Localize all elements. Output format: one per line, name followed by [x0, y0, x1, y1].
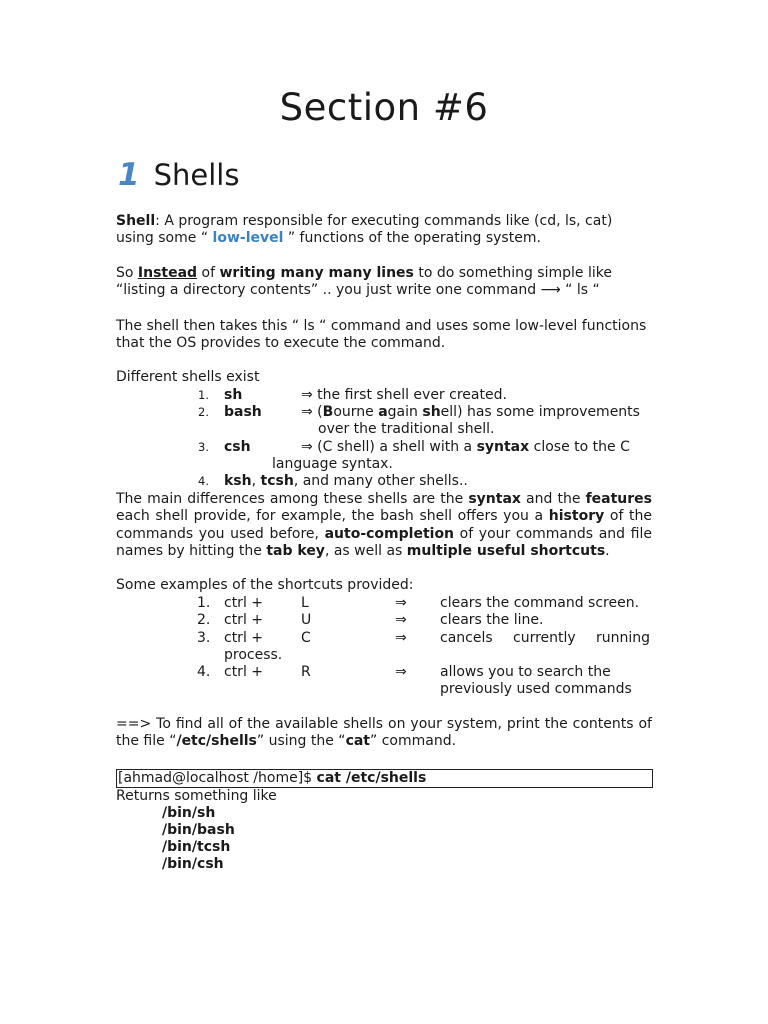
section-heading: [118, 155, 239, 195]
low-level-highlight: low-level: [212, 230, 284, 247]
list-item: /bin/csh: [162, 856, 224, 872]
returns-label: Returns something like: [116, 788, 277, 804]
list-item: /bin/tcsh: [162, 839, 231, 855]
differences-paragraph: The main differences among these shells are the syntax and the features each shell provide, for example, the bash shell offers you a history of the commands you used before, auto-completion of your commands and file names by hitting the tab key, as well as multiple useful shortcuts.: [116, 491, 653, 560]
section-title: Section #6: [279, 86, 489, 129]
command-box: [116, 769, 653, 788]
command-prompt: [ahmad@localhost /home]$: [118, 770, 317, 786]
heading-number: 1: [118, 157, 140, 193]
instead-paragraph: So Instead of writing many many lines to do something simple like “listing a directory contents” .. you just write one command ⟶ “ ls “: [116, 265, 612, 299]
shortcuts-intro: Some examples of the shortcuts provided:: [116, 577, 414, 593]
shells-intro: Different shells exist: [116, 369, 260, 385]
list-item-continuation: over the traditional shell.: [318, 421, 495, 437]
command-text: cat /etc/shells: [316, 770, 427, 786]
list-item: /bin/sh: [162, 805, 216, 821]
list-item: /bin/bash: [162, 822, 235, 838]
list-item-continuation: language syntax.: [272, 456, 393, 472]
heading-text: Shells: [153, 158, 240, 192]
shell-definition: Shell: A program responsible for executing commands like (cd, ls, cat) using some “ low-level ” functions of the operating system.: [116, 213, 613, 247]
shell-explanation: The shell then takes this “ ls “ command and uses some low-level functions that the OS provides to execute the command.: [116, 318, 647, 352]
find-shells-paragraph: ==> To find all of the available shells on your system, print the contents of the file “/etc/shells” using the “cat” command.: [116, 716, 652, 750]
